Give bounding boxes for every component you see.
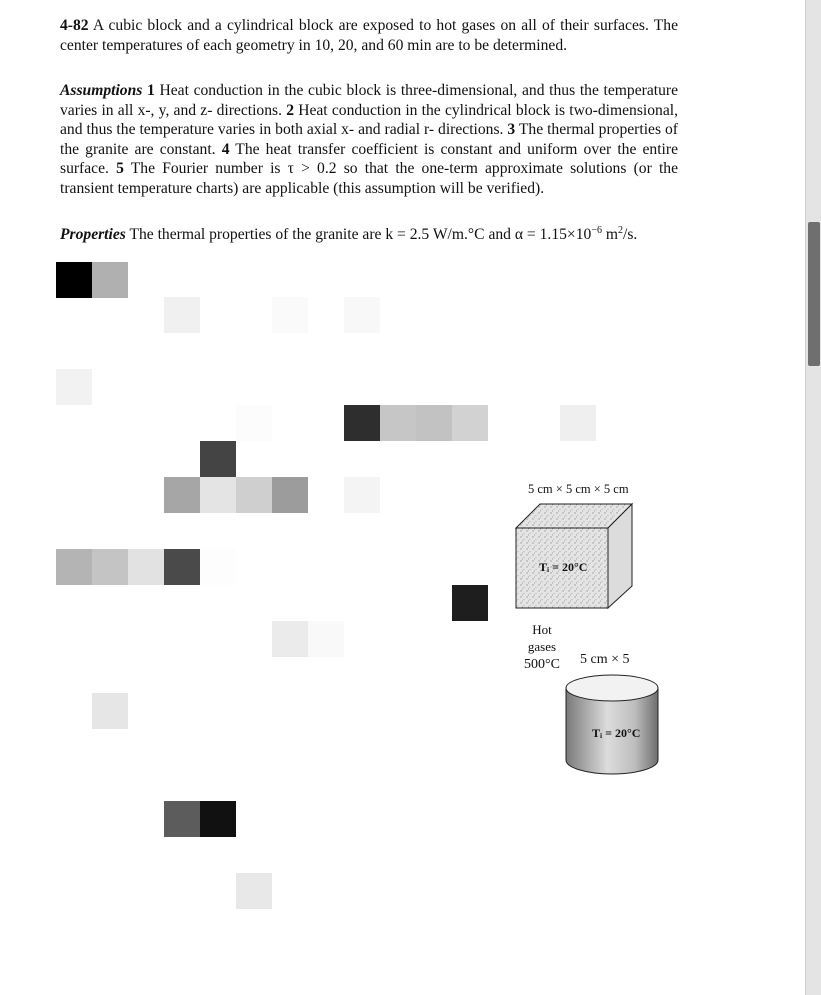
assumption-text: Heat conduction in the cubic block is three-dimensional, and thus the temperature varies in all x-, y, and z- directions. bbox=[60, 82, 678, 119]
pixel-block bbox=[560, 405, 596, 441]
pixel-block bbox=[236, 477, 272, 513]
pixel-block bbox=[92, 693, 128, 729]
properties-unit-tail: /s. bbox=[622, 226, 638, 243]
cylinder-initial-temp: Tᵢ = 20°C bbox=[592, 726, 641, 740]
pixel-block bbox=[452, 405, 488, 441]
pixel-block bbox=[380, 405, 416, 441]
assumption-number: 5 bbox=[116, 160, 124, 178]
alpha-exponent: −6 bbox=[591, 224, 602, 236]
pixel-block bbox=[344, 297, 380, 333]
assumptions-heading: Assumptions bbox=[60, 82, 143, 99]
pixel-block bbox=[200, 549, 236, 585]
assumption-text: The thermal properties of the granite are constant. bbox=[60, 121, 678, 158]
cylinder-dimensions-label: 5 cm × 5 bbox=[580, 652, 630, 667]
pixel-block bbox=[92, 549, 128, 585]
hot-gases-label bbox=[524, 622, 560, 674]
cube-dimensions-label: 5 cm × 5 cm × 5 cm bbox=[528, 482, 629, 496]
pixel-block bbox=[56, 549, 92, 585]
pixel-block bbox=[200, 801, 236, 837]
pixel-block bbox=[344, 405, 380, 441]
pixel-block bbox=[236, 405, 272, 441]
assumption-text: The Fourier number is τ > 0.2 so that the one-term approximate solutions (or the transient temperature charts) are applicable (this assumption will be verified). bbox=[60, 160, 678, 197]
assumption-number: 4 bbox=[221, 140, 230, 158]
problem-number: 4-82 bbox=[60, 17, 89, 34]
pixel-block bbox=[164, 801, 200, 837]
pixel-block bbox=[272, 297, 308, 333]
properties-heading: Properties bbox=[60, 226, 126, 243]
unit-exponent: 2 bbox=[617, 224, 623, 236]
scrollbar-thumb[interactable] bbox=[808, 222, 820, 366]
hot-gases-temp: 500°C bbox=[524, 657, 560, 672]
hot-gases-line1: Hot bbox=[532, 622, 552, 637]
problem-text: A cubic block and a cylindrical block are exposed to hot gases on all of their surfaces. The center temperatures of each geometry in 10, 20, and 60 min are to be determined. bbox=[60, 17, 678, 54]
pixel-block bbox=[92, 262, 128, 298]
assumptions-section bbox=[60, 81, 678, 199]
assumption-number: 1 bbox=[147, 82, 155, 99]
pixel-block bbox=[56, 262, 92, 298]
pixel-block bbox=[164, 549, 200, 585]
assumption-number: 3 bbox=[507, 121, 516, 139]
hot-gases-line2: gases bbox=[527, 639, 557, 654]
pixel-block bbox=[272, 621, 308, 657]
pixel-block bbox=[164, 297, 200, 333]
pixel-block bbox=[236, 873, 272, 909]
pixel-block bbox=[200, 477, 236, 513]
properties-text: The thermal properties of the granite are k = 2.5 W/m.°C and α = 1.15×10 bbox=[125, 226, 592, 243]
pixel-block bbox=[272, 477, 308, 513]
properties-unit: m bbox=[601, 226, 618, 243]
cube-initial-temp: Tᵢ = 20°C bbox=[539, 560, 588, 574]
problem-statement bbox=[60, 16, 678, 55]
pixel-block bbox=[200, 441, 236, 477]
assumption-text: The heat transfer coefficient is constant and uniform over the entire surface. bbox=[60, 140, 678, 178]
pixel-block bbox=[128, 549, 164, 585]
properties-section bbox=[60, 225, 678, 245]
pixel-block bbox=[56, 369, 92, 405]
assumption-text: Heat conduction in the cylindrical block is two-dimensional, and thus the temperature varies in both axial x- and radial r- directions. bbox=[60, 101, 678, 139]
cube-block-drawing bbox=[514, 500, 644, 610]
pixel-block bbox=[344, 477, 380, 513]
assumption-number: 2 bbox=[286, 101, 294, 119]
pixel-block bbox=[452, 585, 488, 621]
vertical-scrollbar[interactable] bbox=[805, 0, 821, 995]
pixel-block bbox=[308, 621, 344, 657]
pixel-block bbox=[416, 405, 452, 441]
pixel-block bbox=[164, 477, 200, 513]
